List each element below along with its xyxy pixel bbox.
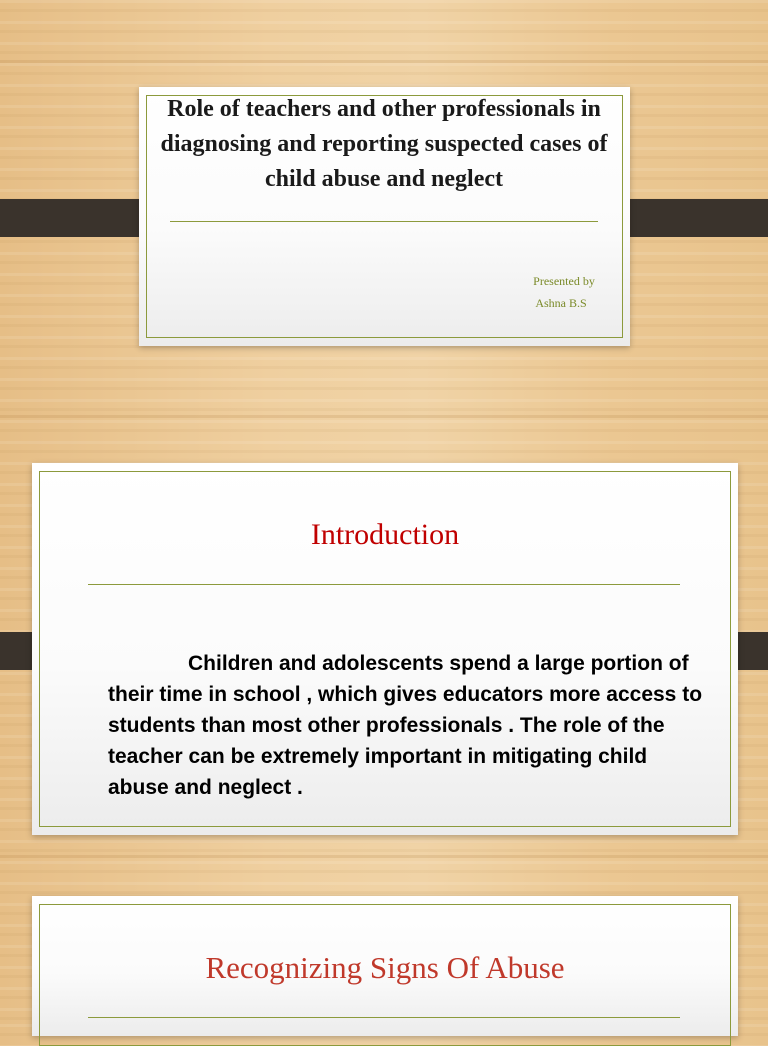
slide-1-divider: [170, 221, 598, 222]
presenter-name: Ashna B.S: [535, 296, 587, 310]
slide-tab-right: [612, 199, 768, 237]
wood-grain: [0, 855, 768, 858]
slide-3-divider: [88, 1017, 680, 1018]
slide-tab-left: [0, 199, 156, 237]
wood-grain: [0, 60, 768, 63]
slide-1-title: Role of teachers and other professionals in diagnosing and reporting suspected cases of child abuse and neglect: [160, 96, 608, 192]
introduction-title: Introduction: [310, 518, 460, 551]
wood-grain: [0, 415, 768, 418]
introduction-body: Children and adolescents spend a large portion of their time in school , which gives educators more access to students than most other professionals . The role of the teacher can be extremely important in mitigating child abuse and neglect .: [108, 652, 703, 799]
slide-2-divider: [88, 584, 680, 585]
recognizing-signs-title: Recognizing Signs Of Abuse: [205, 950, 565, 985]
presented-by-label: Presented by: [533, 274, 595, 288]
